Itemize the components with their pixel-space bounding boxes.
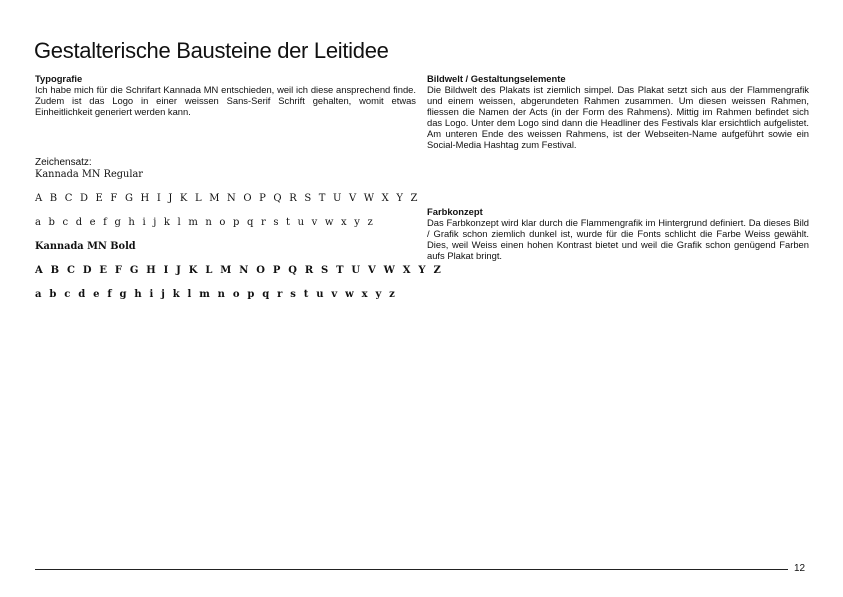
bildwelt-text: Die Bildwelt des Plakats ist ziemlich simpel. Das Plakat setzt sich aus der Flammengrafik und einem weissen, abgerundeten Rahmen zusammen. Um diesen weissen Rahmen, fliessen die Namen der Acts (in der Form des Rahmens). Mittig im Rahmen befindet sich das Logo. Unter dem Logo sind dann die Headliner des Festivals klar ersichtlich aufgelistet. Am unteren Ende des weissen Rahmens, ist der Webseiten-Name aufgeführt sowie ein Social-Media Hashtag zum Festival. (427, 84, 809, 150)
bold-lowercase-sample: a b c d e f g h i j k l m n o p q r s t u v w x y z (35, 289, 398, 300)
zeichensatz-label: Zeichensatz: (35, 157, 92, 168)
zeichensatz-block (35, 157, 143, 181)
farbkonzept-section (427, 206, 809, 261)
regular-font-name: Kannada MN Regular (35, 169, 143, 180)
regular-lowercase-sample: a b c d e f g h i j k l m n o p q r s t u v w x y z (35, 217, 375, 228)
bildwelt-heading: Bildwelt / Gestaltungselemente (427, 73, 566, 84)
typografie-section (35, 73, 416, 117)
bold-font-name: Kannada MN Bold (35, 241, 136, 252)
page-title: Gestalterische Bausteine der Leitidee (34, 38, 389, 63)
regular-uppercase-sample: A B C D E F G H I J K L M N O P Q R S T U V W X Y Z (35, 193, 420, 204)
bildwelt-section (427, 73, 809, 150)
typografie-heading: Typografie (35, 73, 83, 84)
page-number: 12 (794, 563, 806, 574)
footer-divider (35, 569, 788, 570)
farbkonzept-text: Das Farbkonzept wird klar durch die Flammengrafik im Hintergrund definiert. Da dieses Bild / Grafik schon ziemlich dunkel ist, wurde für die Fonts schlicht die Farbe Weiss gewählt. Dies, weil Weiss einen hohen Kontrast bietet und weil die Grafik schon genügend Farben aufs Plakat bringt. (427, 217, 809, 261)
typografie-text: Ich habe mich für die Schrifart Kannada MN entschieden, weil ich diese ansprechend finde. Zudem ist das Logo in einer weissen Sans-Serif Schrift gehalten, womit etwas Einheitlichkeit generiert werden kann. (35, 84, 416, 117)
bold-uppercase-sample: A B C D E F G H I J K L M N O P Q R S T U V W X Y Z (35, 265, 443, 276)
farbkonzept-heading: Farbkonzept (427, 206, 483, 217)
